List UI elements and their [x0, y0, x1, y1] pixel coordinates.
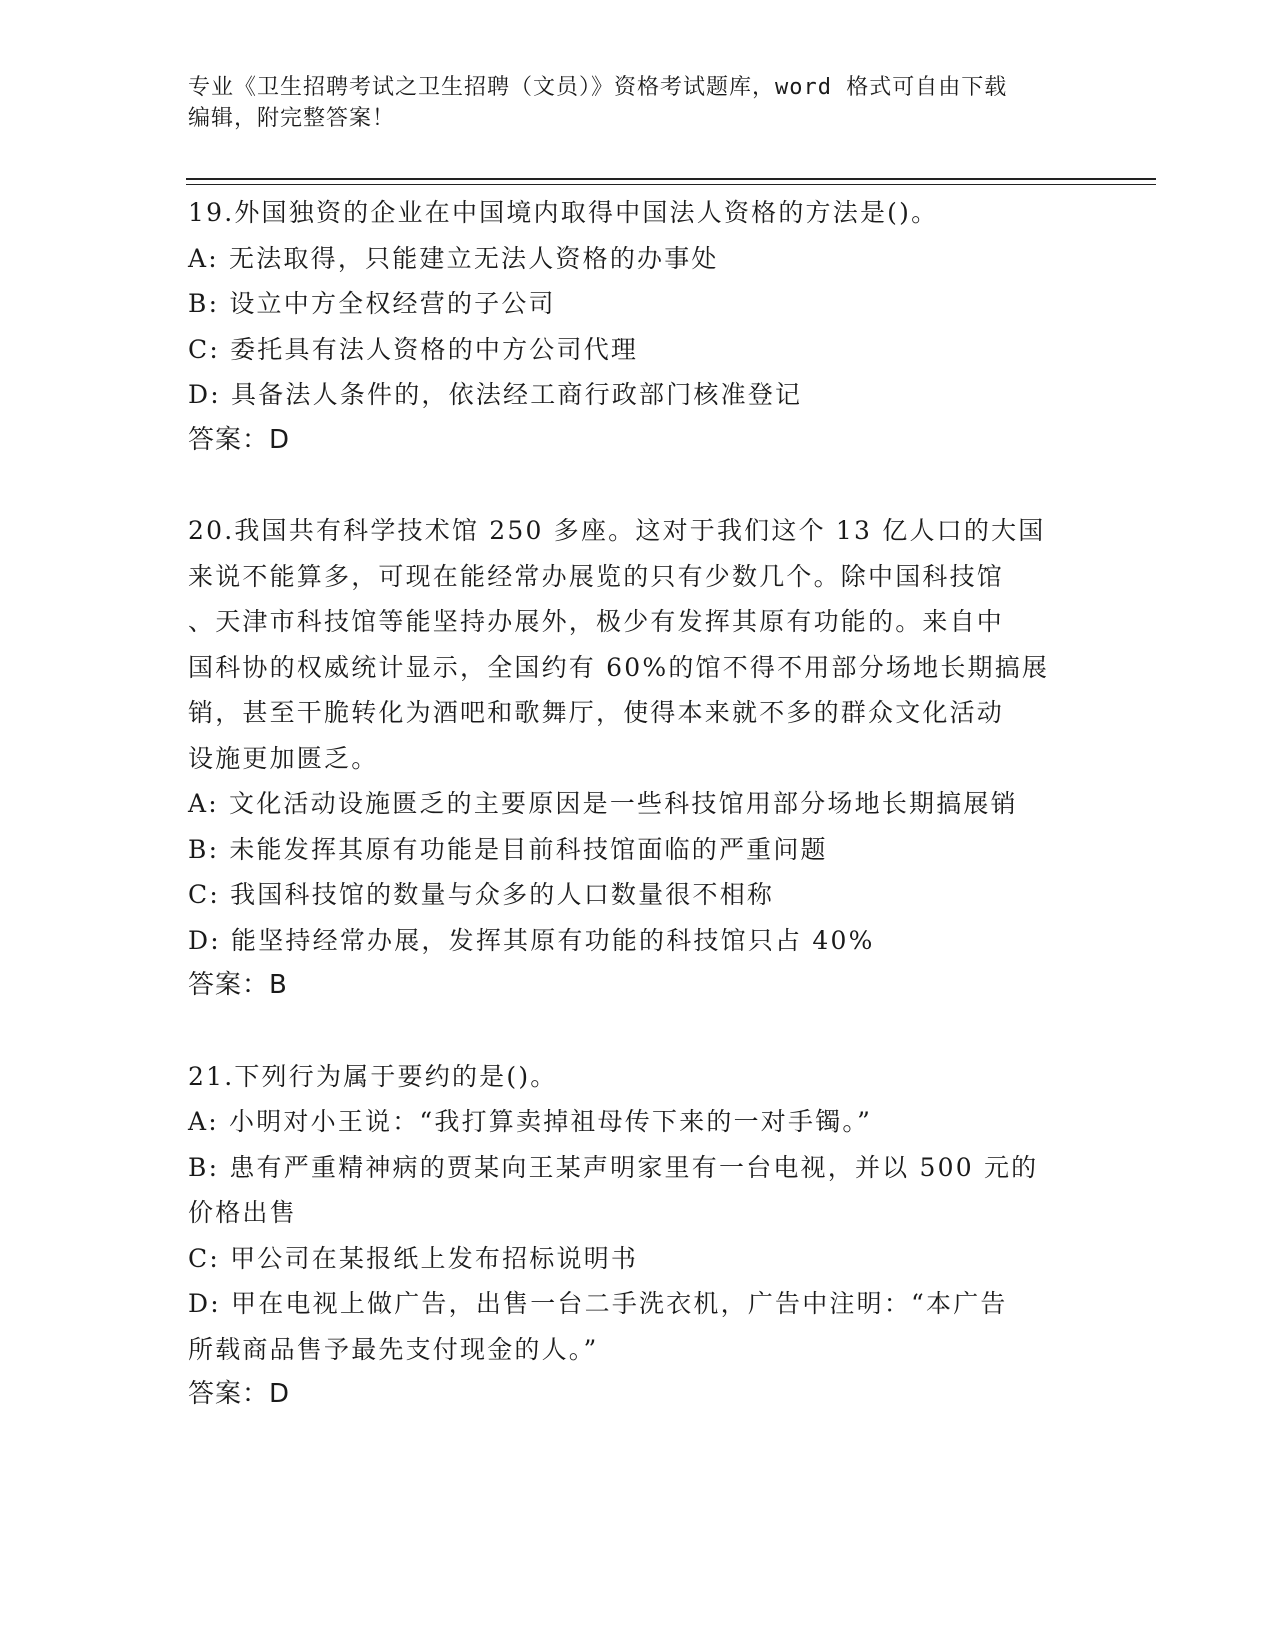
question-list [188, 190, 1088, 1418]
option-d-continued: 所载商品售予最先支付现金的人。” [188, 1334, 599, 1364]
question-spacer [188, 1009, 1088, 1054]
option-b: B: 未能发挥其原有功能是目前科技馆面临的严重问题 [188, 834, 828, 864]
option-d: D: 具备法人条件的，依法经工商行政部门核准登记 [188, 380, 803, 409]
question-19 [188, 190, 1088, 463]
answer-label: 答案：D [188, 1379, 291, 1409]
header-line-1: 专业《卫生招聘考试之卫生招聘（文员）》资格考试题库，word 格式可自由下载 [188, 75, 1008, 100]
question-stem: 19.外国独资的企业在中国境内取得中国法人资格的方法是()。 [188, 198, 939, 227]
header-divider-thick [186, 178, 1156, 180]
question-20 [188, 508, 1088, 1009]
question-spacer [188, 463, 1088, 508]
answer-label: 答案：B [188, 970, 288, 1000]
question-stem: 、天津市科技馆等能坚持办展外，极少有发挥其原有功能的。来自中 [188, 607, 1005, 636]
option-a: A: 无法取得，只能建立无法人资格的办事处 [188, 243, 719, 273]
question-stem: 国科协的权威统计显示，全国约有 60%的馆不得不用部分场地长期搞展 [188, 652, 1050, 682]
answer-label: 答案：D [188, 424, 291, 455]
option-d: D: 能坚持经常办展，发挥其原有功能的科技馆只占 40% [188, 925, 875, 955]
option-b-continued: 价格出售 [188, 1198, 297, 1227]
question-stem: 销，甚至干脆转化为酒吧和歌舞厅，使得本来就不多的群众文化活动 [188, 698, 1005, 727]
option-c: C: 委托具有法人资格的中方公司代理 [188, 334, 639, 364]
option-a: A: 文化活动设施匮乏的主要原因是一些科技馆用部分场地长期搞展销 [188, 789, 1018, 818]
document-header [188, 72, 1088, 134]
option-c: C: 甲公司在某报纸上发布招标说明书 [188, 1243, 639, 1273]
option-b: B: 患有严重精神病的贾某向王某声明家里有一台电视，并以 500 元的 [188, 1152, 1039, 1182]
header-line-2: 编辑，附完整答案！ [188, 106, 396, 131]
option-a: A: 小明对小王说：“我打算卖掉祖母传下来的一对手镯。” [188, 1107, 873, 1136]
question-stem: 设施更加匮乏。 [188, 743, 379, 773]
option-c: C: 我国科技馆的数量与众多的人口数量很不相称 [188, 880, 775, 909]
question-stem: 来说不能算多，可现在能经常办展览的只有少数几个。除中国科技馆 [188, 561, 1005, 591]
question-21 [188, 1054, 1088, 1418]
header-divider-thin [186, 184, 1156, 185]
question-stem: 20.我国共有科学技术馆 250 多座。这对于我们这个 13 亿人口的大国 [188, 516, 1046, 545]
option-b: B: 设立中方全权经营的子公司 [188, 289, 556, 318]
option-d: D: 甲在电视上做广告，出售一台二手洗衣机，广告中注明：“本广告 [188, 1289, 1008, 1318]
question-stem: 21.下列行为属于要约的是()。 [188, 1061, 558, 1091]
